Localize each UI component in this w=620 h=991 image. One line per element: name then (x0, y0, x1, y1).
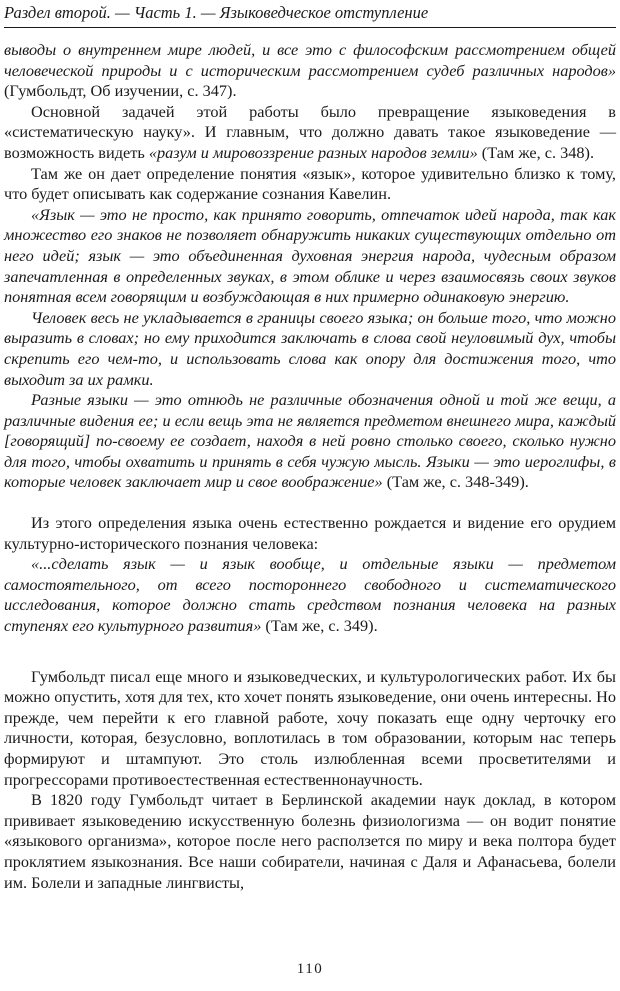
quote-paragraph-1 (4, 205, 616, 308)
text-run: (Там же, с. 349). (261, 616, 378, 636)
text-run: Гумбольдт писал еще много и языковедческих, и культурологических работ. Их бы можно опустить, хотя для тех, кто хочет понять языковедение, они очень интересны. Но прежде, чем перейти к его главной работе, хочу показать еще одну черточку его личности, которая, безусловно, воплотилась в том образовании, которым нас теперь формируют и штампуют. Это столь излюбленная всеми просветителями и прогрессорами противоестественная естественнонаучность. (4, 666, 616, 789)
quote-paragraph-3 (4, 390, 616, 493)
text-run: «разум и мировоззрение разных народов земли» (148, 142, 478, 162)
text-run: «...сделать язык — и язык вообще, и отдельные языки — предметом самостоятельного, от всего постороннего свободного и систематического исследования, которое должно стать средством познания человека на разных ступенях его культурного развития» (4, 554, 616, 636)
paragraph-1 (4, 40, 616, 102)
quote-paragraph-2 (4, 308, 616, 390)
paragraph-2 (4, 102, 616, 164)
paragraph-6 (4, 790, 616, 893)
text-run: (Там же, с. 348). (477, 142, 595, 162)
text-run: В 1820 году Гумбольдт читает в Берлинской академии наук доклад, в котором прививает языковедению искусственную болезнь физиологизма — он водит понятие «языкового организма», которое после него расползется по миру и века полтора будет проклятием языкознания. Все наши собиратели, начиная с Даля и Афанасьева, болели им. Болели и западные лингвисты, (4, 790, 616, 892)
page-number: 110 (296, 961, 324, 977)
text-run: выводы о внутреннем мире людей, и все это с философским рассмотрением общей человеческой природы и с историческим рассмотрением судеб различных народов» (4, 40, 616, 80)
text-run: (Гумбольдт, Об изучении, с. 347). (4, 81, 237, 101)
text-run: Основной задачей этой работы было превращение языковедения в «систематическую науку». И главным, что должно давать такое языковедение — возможность видеть (4, 101, 616, 162)
text-run: Человек весь не укладывается в границы своего языка; он больше того, что можно выразить в словах; но ему приходится заключать в слова свой неуловимый дух, чтобы скрепить его чем-то, и использовать слова как опору для достижения того, что выходит за их рамки. (4, 307, 616, 389)
text-run: (Там же, с. 348-349). (382, 472, 529, 492)
paragraph-3 (4, 164, 616, 205)
running-head: Раздел второй. — Часть 1. — Языковедческое отступление (4, 2, 616, 28)
paragraph-4 (4, 513, 616, 554)
text-run: Из этого определения языка очень естественно рождается и видение его орудием культурно-исторического познания человека: (4, 513, 616, 553)
body-text (4, 40, 616, 893)
text-run: Разные языки — это отнюдь не различные обозначения одной и той же вещи, а различные видения ее; и если вещь эта не является предметом внешнего мира, каждый [говорящий] по-своему ее создает, находя в ней ровно столько своего, сколько нужно для того, чтобы охватить и принять в себя чужую мысль. Языки — это иероглифы, в которые человек заключает мир и свое воображение» (4, 390, 616, 492)
text-run: «Язык — это не просто, как принято говорить, отпечаток идей народа, так как множество его знаков не позволяет обнаружить никаких существующих отдельно от него идей; язык — это объединенная духовная энергия народа, чудесным образом запечатленная в определенных звуках, в этом облике и через взаимосвязь своих звуков понятная всем говорящим и возбуждающая в них примерно одинаковую энергию. (4, 204, 616, 307)
paragraph-5 (4, 667, 616, 791)
text-run: Там же он дает определение понятия «язык», которое удивительно близко к тому, что будет описывать как содержание сознания Кавелин. (4, 163, 616, 204)
quote-paragraph-4 (4, 554, 616, 636)
